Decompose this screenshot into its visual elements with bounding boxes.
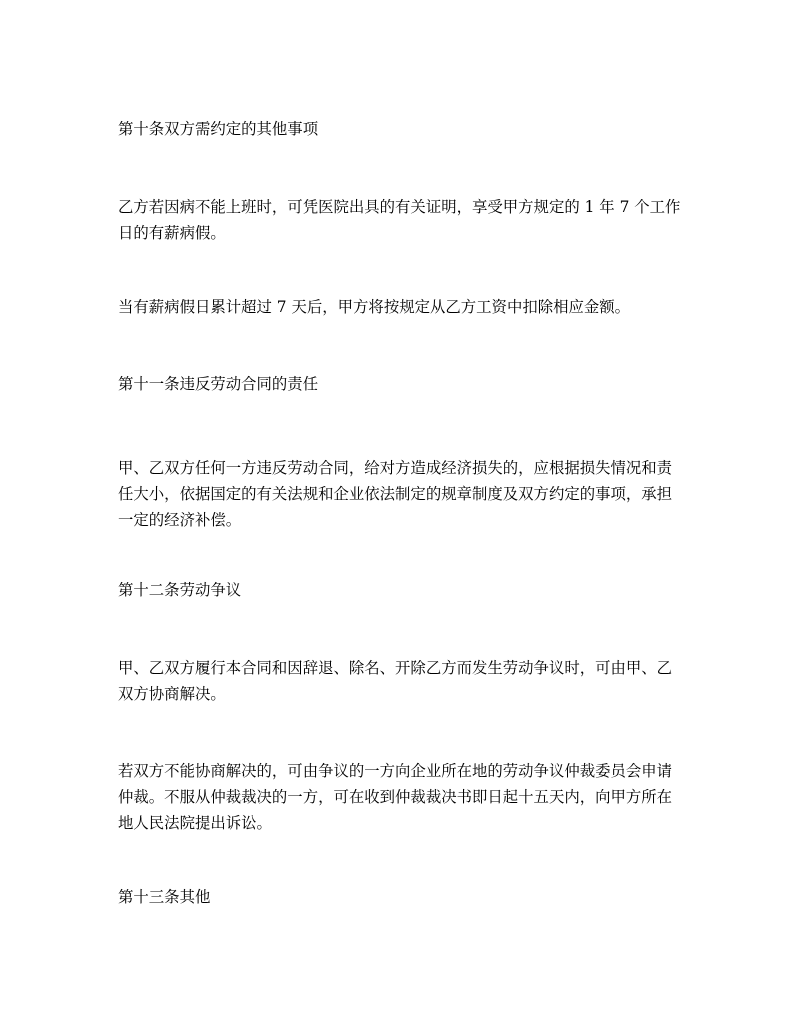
paragraph-line: 地人民法院提出诉讼。 <box>118 814 272 832</box>
paragraph-line: 双方协商解决。 <box>118 685 226 703</box>
paragraph-line: 一定的经济补偿。 <box>118 511 242 529</box>
paragraph-line: 仲裁。不服从仲裁裁决的一方，可在收到仲裁裁决书即日起十五天内，向甲方所在 <box>118 788 673 806</box>
paragraph-line: 甲、乙双方履行本合同和因辞退、除名、开除乙方而发生劳动争议时，可由甲、乙 <box>118 659 673 677</box>
section-heading-13: 第十三条其他 <box>118 888 211 906</box>
paragraph-line: 当有薪病假日累计超过 7 天后，甲方将按规定从乙方工资中扣除相应金额。 <box>118 298 631 316</box>
paragraph-line: 任大小，依据国定的有关法规和企业依法制定的规章制度及双方约定的事项，承担 <box>118 485 673 503</box>
paragraph-line: 若双方不能协商解决的，可由争议的一方向企业所在地的劳动争议仲裁委员会申请 <box>118 762 673 780</box>
paragraph-line: 乙方若因病不能上班时，可凭医院出具的有关证明，享受甲方规定的 1 年 7 个工作 <box>118 198 681 216</box>
section-heading-11: 第十一条违反劳动合同的责任 <box>118 375 319 393</box>
section-heading-12: 第十二条劳动争议 <box>118 581 242 599</box>
section-heading-10: 第十条双方需约定的其他事项 <box>118 120 319 138</box>
paragraph-line: 日的有薪病假。 <box>118 224 226 242</box>
paragraph-line: 甲、乙双方任何一方违反劳动合同，给对方造成经济损失的，应根据损失情况和责 <box>118 459 673 477</box>
